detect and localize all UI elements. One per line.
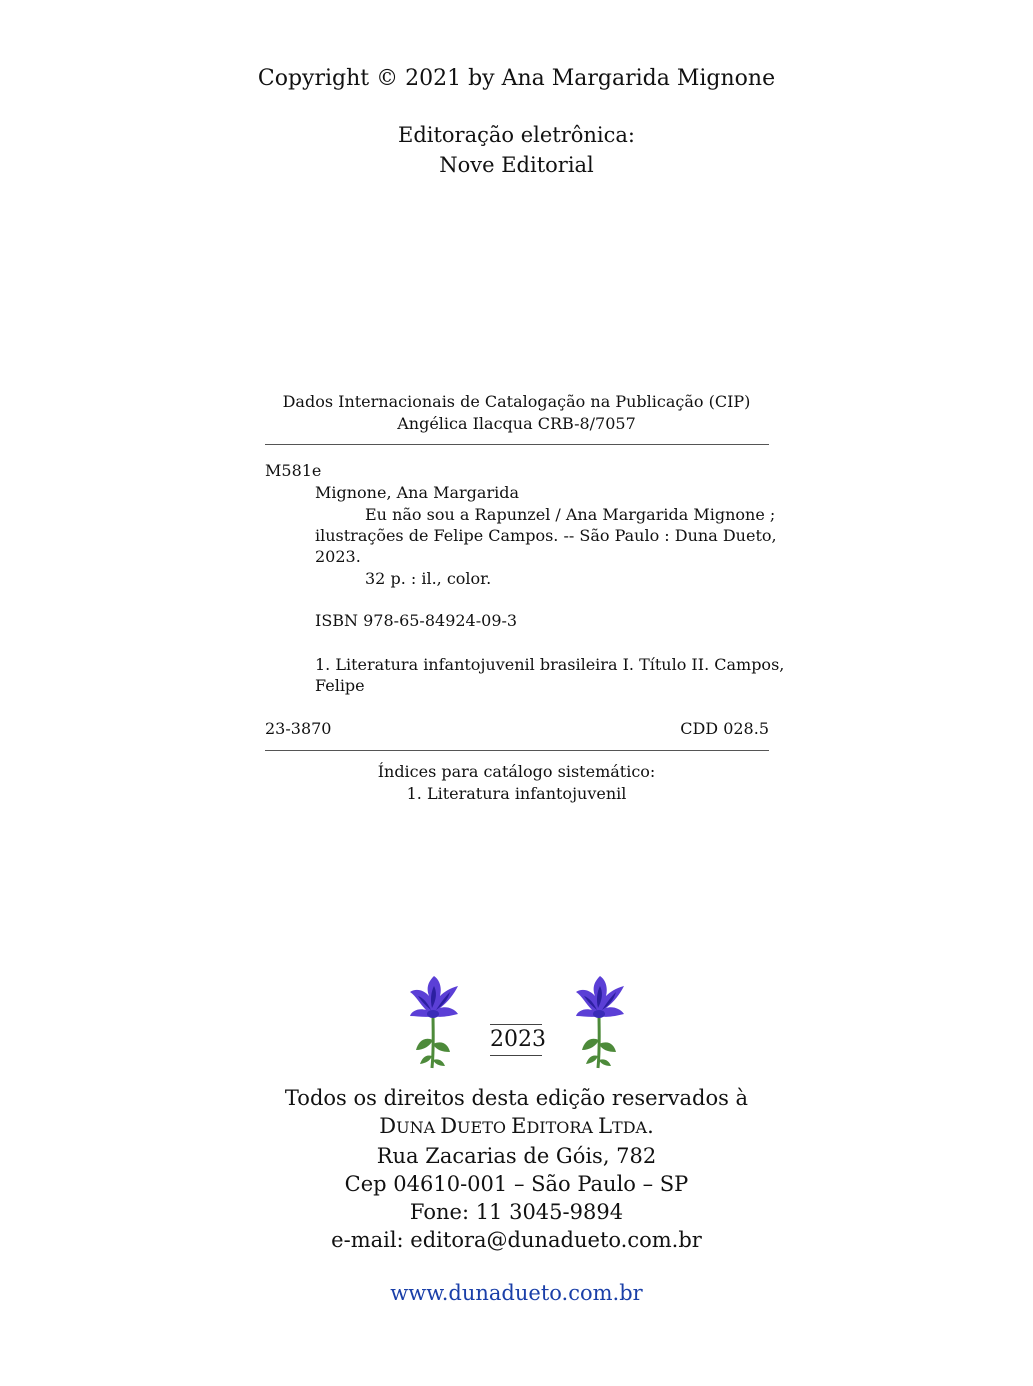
publisher-street: Rua Zacarias de Góis, 782 [376, 1144, 657, 1168]
publisher-phone: Fone: 11 3045-9894 [409, 1200, 624, 1224]
editoracao-block [0, 120, 1033, 180]
cip-subjects-line1: 1. Literatura infantojuvenil brasileira I. Título II. Campos, [315, 655, 785, 674]
cip-header-block [0, 391, 1033, 435]
cip-subjects-line2: Felipe [315, 676, 365, 695]
rights-intro: Todos os direitos desta edição reservados à [284, 1086, 749, 1110]
website-link[interactable]: www.dunadueto.com.br [390, 1281, 643, 1305]
flower-left-icon [402, 972, 466, 1070]
editoracao-label: Editoração eletrônica: [397, 123, 636, 147]
cip-librarian: Angélica Ilacqua CRB-8/7057 [397, 414, 636, 433]
cip-code: M581e [265, 461, 322, 480]
flower-right-icon [568, 972, 632, 1070]
cip-number: 23-3870 [265, 719, 332, 738]
publisher-email: e-mail: editora@dunadueto.com.br [331, 1228, 702, 1252]
copyright-notice: Copyright © 2021 by Ana Margarida Mignone [257, 66, 776, 91]
cip-title-line1: Eu não sou a Rapunzel / Ana Margarida Mignone ; [365, 505, 776, 524]
cip-isbn: ISBN 978-65-84924-09-3 [315, 611, 518, 630]
rights-block [0, 1084, 1033, 1254]
indices-item: 1. Literatura infantojuvenil [406, 784, 627, 803]
indices-label: Índices para catálogo sistemático: [377, 762, 656, 781]
publisher-name: DUNA DUETO EDITORA LTDA. [379, 1114, 654, 1138]
cip-pages: 32 p. : il., color. [365, 569, 492, 588]
indices-block [0, 761, 1033, 805]
publication-year: 2023 [490, 1024, 542, 1056]
cip-cdd: CDD 028.5 [680, 719, 769, 738]
cip-top-rule [265, 444, 769, 445]
cip-bottom-rule [265, 750, 769, 751]
cip-title-line2: ilustrações de Felipe Campos. -- São Paulo : Duna Dueto, [315, 526, 777, 545]
cip-header: Dados Internacionais de Catalogação na Publicação (CIP) [282, 392, 751, 411]
cip-author: Mignone, Ana Margarida [315, 483, 520, 502]
editoracao-name: Nove Editorial [439, 153, 594, 177]
publisher-cep: Cep 04610-001 – São Paulo – SP [344, 1172, 689, 1196]
cip-title-line3: 2023. [315, 547, 361, 566]
